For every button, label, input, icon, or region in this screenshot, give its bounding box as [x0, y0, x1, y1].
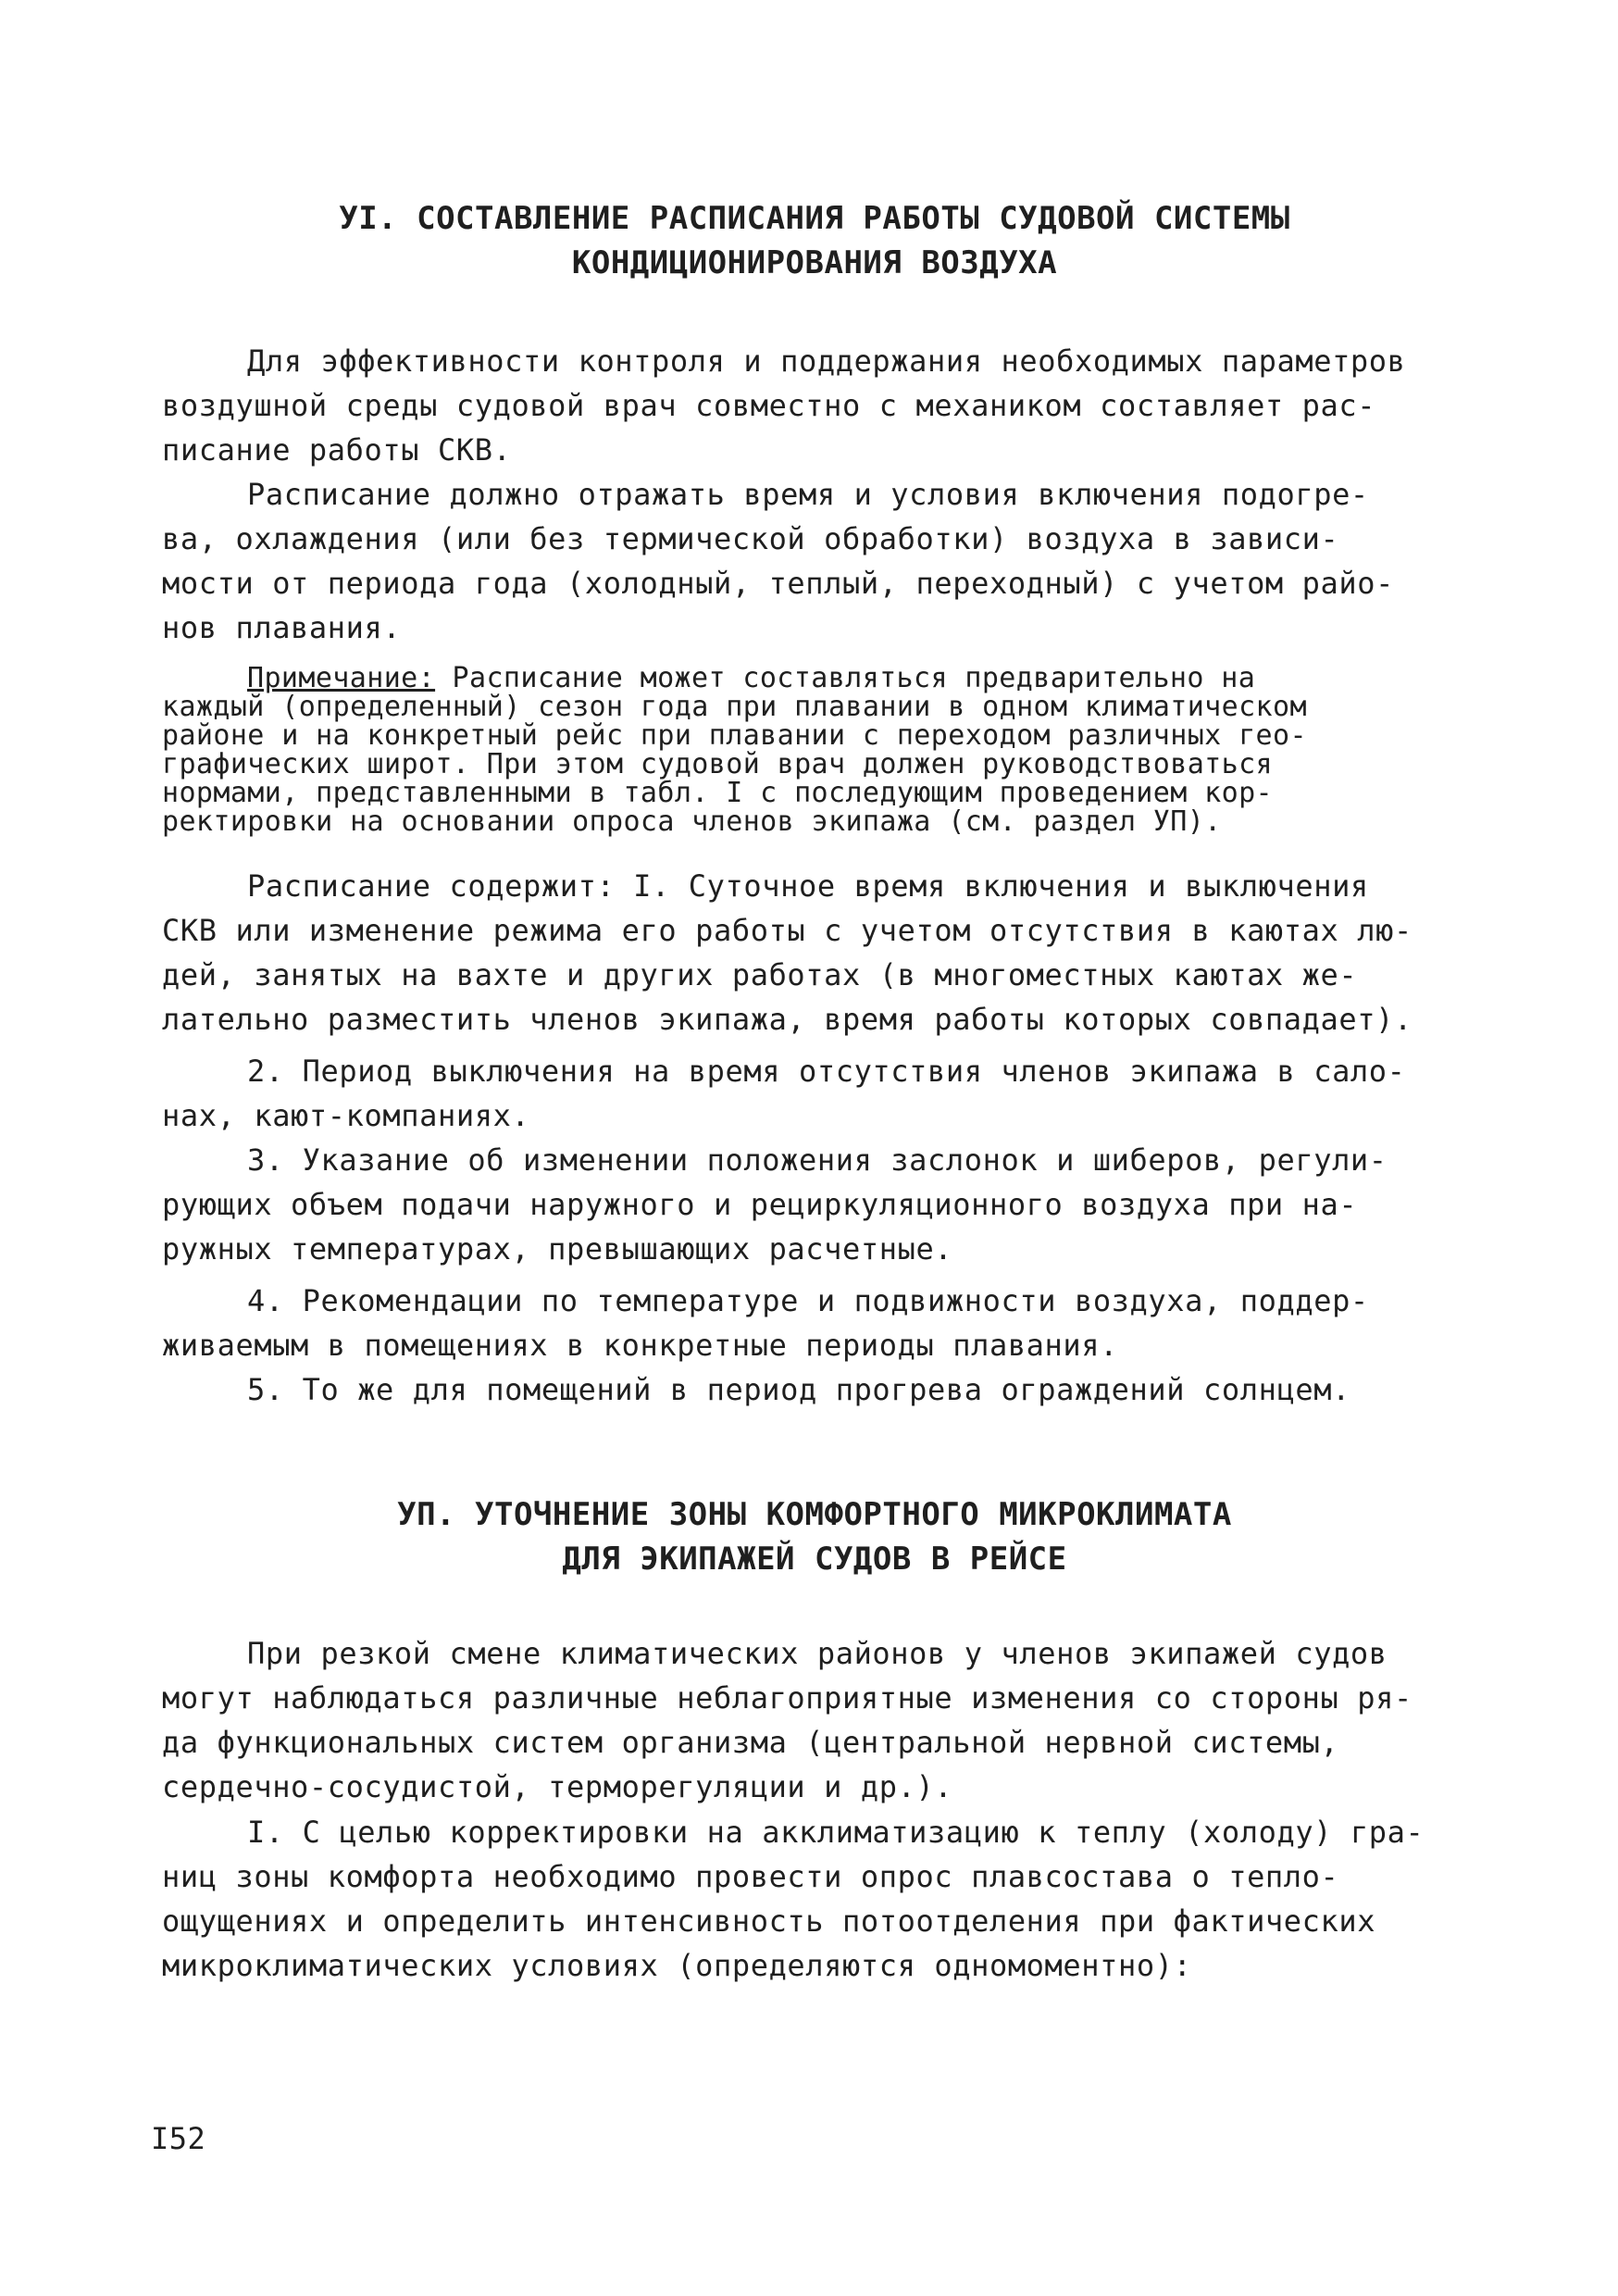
- section-7-paragraph-2: [162, 1810, 1467, 1988]
- text-line: нах, кают-компаниях.: [162, 1098, 530, 1133]
- text-line: нормами, представленными в табл. I с последующим проведением кор-: [162, 777, 1273, 809]
- section-6-paragraph-2: [162, 472, 1467, 650]
- text-line: графических широт. При этом судовой врач должен руководствоваться: [162, 748, 1273, 780]
- page-number: I52: [151, 2121, 206, 2156]
- text-line: 5. То же для помещений в период прогрева ограждений солнцем.: [247, 1372, 1350, 1407]
- text-line: да функциональных систем организма (центральной нервной системы,: [162, 1725, 1339, 1760]
- section-6-heading: [157, 196, 1472, 285]
- text-line: сердечно-сосудистой, терморегуляции и др.).: [162, 1769, 953, 1804]
- text-line: писание работы СКВ.: [162, 432, 512, 468]
- section-6-item-4: [162, 1279, 1467, 1367]
- section-6-item-1: [162, 864, 1467, 1042]
- text-line: ружных температурах, превышающих расчетные.: [162, 1231, 953, 1267]
- text-line: Расписание должно отражать время и условия включения подогре-: [247, 477, 1369, 512]
- text-line: ощущениях и определить интенсивность потоотделения при фактических: [162, 1903, 1376, 1939]
- section-6-item-5: [162, 1367, 1467, 1412]
- note-first-line-text: Расписание может составляться предварительно на: [435, 662, 1256, 694]
- text-line: СКВ или изменение режима его работы с учетом отсутствия в каютах лю-: [162, 913, 1413, 948]
- section-6-item-3: [162, 1138, 1467, 1271]
- section-7-title-line-2: ДЛЯ ЭКИПАЖЕЙ СУДОВ В РЕЙСЕ: [562, 1541, 1067, 1578]
- text-line: микроклиматических условиях (определяются одномоментно):: [162, 1948, 1192, 1983]
- text-line: ниц зоны комфорта необходимо провести опрос плавсостава о тепло-: [162, 1859, 1339, 1894]
- text-line: При резкой смене климатических районов у членов экипажей судов: [247, 1636, 1388, 1671]
- text-line: районе и на конкретный рейс при плавании с переходом различных гео-: [162, 719, 1307, 752]
- section-6-title-line-1: УI. СОСТАВЛЕНИЕ РАСПИСАНИЯ РАБОТЫ СУДОВОЙ СИСТЕМЫ: [339, 200, 1290, 237]
- text-line: ва, охлаждения (или без термической обработки) воздуха в зависи-: [162, 521, 1339, 556]
- text-line: I. С целью корректировки на акклиматизацию к теплу (холоду) гра-: [247, 1815, 1425, 1850]
- text-line: рующих объем подачи наружного и рециркуляционного воздуха при на-: [162, 1187, 1358, 1222]
- section-6-note: [162, 664, 1467, 836]
- section-6-title-line-2: КОНДИЦИОНИРОВАНИЯ ВОЗДУХА: [571, 244, 1058, 281]
- text-line: Для эффективности контроля и поддержания необходимых параметров: [247, 343, 1406, 379]
- text-line: живаемым в помещениях в конкретные периоды плавания.: [162, 1328, 1119, 1363]
- section-7-paragraph-1: [162, 1631, 1467, 1809]
- section-7-heading: [157, 1492, 1472, 1581]
- text-line: 3. Указание об изменении положения заслонок и шиберов, регули-: [247, 1142, 1388, 1178]
- text-line: ректировки на основании опроса членов экипажа (см. раздел УП).: [162, 805, 1222, 838]
- text-line: дей, занятых на вахте и других работах (в многоместных каютах же-: [162, 957, 1358, 992]
- text-line: мости от периода года (холодный, теплый, переходный) с учетом райо-: [162, 566, 1394, 601]
- text-line: воздушной среды судовой врач совместно с механиком составляет рас-: [162, 388, 1376, 423]
- text-line: лательно разместить членов экипажа, время работы которых совпадает).: [162, 1002, 1413, 1037]
- text-line: 4. Рекомендации по температуре и подвижности воздуха, поддер-: [247, 1283, 1369, 1318]
- text-line: нов плавания.: [162, 610, 402, 645]
- note-first-line: [162, 664, 1467, 693]
- section-6-paragraph-1: [162, 339, 1467, 472]
- text-line: Расписание содержит: I. Суточное время включения и выключения: [247, 868, 1369, 904]
- text-line: могут наблюдаться различные неблагоприятные изменения со стороны ря-: [162, 1680, 1413, 1716]
- note-label: Примечание:: [247, 662, 436, 694]
- text-line: 2. Период выключения на время отсутствия членов экипажа в сало-: [247, 1054, 1406, 1089]
- section-6-item-2: [162, 1049, 1467, 1138]
- section-7-title-line-1: УП. УТОЧНЕНИЕ ЗОНЫ КОМФОРТНОГО МИКРОКЛИМАТА: [397, 1496, 1232, 1533]
- text-line: каждый (определенный) сезон года при плавании в одном климатическом: [162, 691, 1307, 723]
